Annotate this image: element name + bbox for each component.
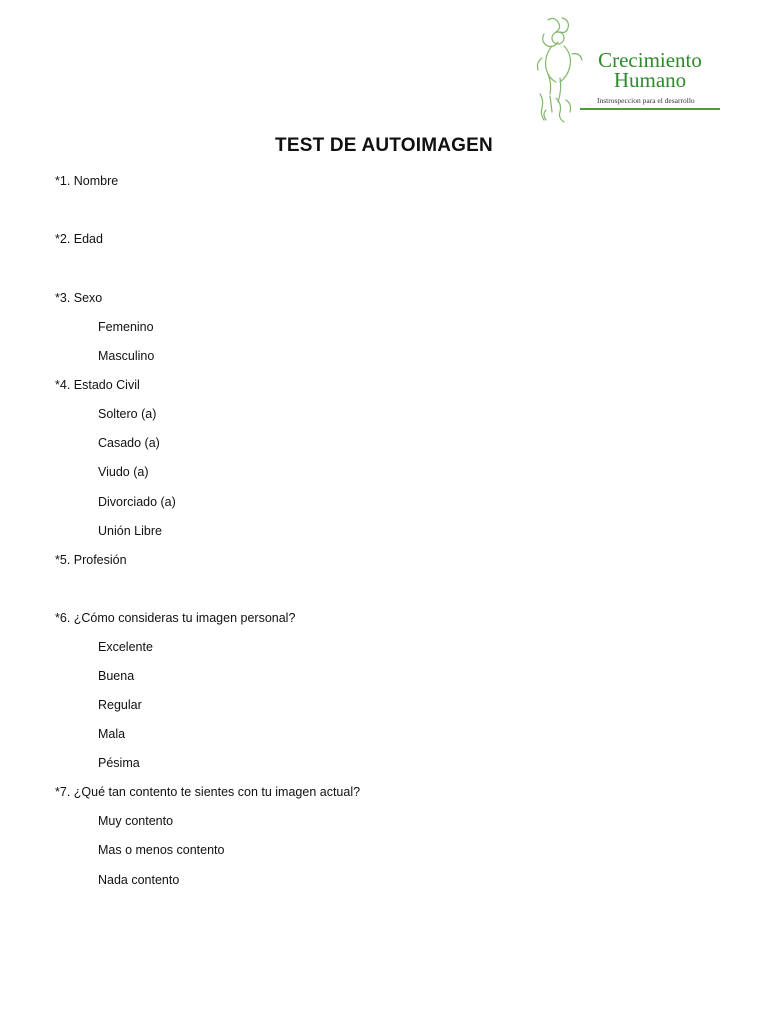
option-nada-contento[interactable]: Nada contento	[98, 873, 180, 887]
question-2-label: *2. Edad	[55, 232, 103, 246]
page-title: TEST DE AUTOIMAGEN	[275, 135, 493, 156]
question-6-label: *6. ¿Cómo consideras tu imagen personal?	[55, 611, 296, 625]
question-4-label: *4. Estado Civil	[55, 378, 140, 392]
option-casado[interactable]: Casado (a)	[98, 436, 160, 450]
option-mas-o-menos-contento[interactable]: Mas o menos contento	[98, 843, 225, 857]
option-soltero[interactable]: Soltero (a)	[98, 407, 157, 421]
logo-tagline: Instrospeccion para el desarrollo	[597, 96, 695, 105]
question-7-label: *7. ¿Qué tan contento te sientes con tu imagen actual?	[55, 785, 361, 799]
option-union-libre[interactable]: Unión Libre	[98, 524, 162, 538]
option-divorciado[interactable]: Divorciado (a)	[98, 495, 176, 509]
brand-logo	[534, 14, 724, 126]
option-regular[interactable]: Regular	[98, 698, 142, 712]
logo-wordmark	[580, 50, 720, 90]
option-femenino[interactable]: Femenino	[98, 320, 154, 334]
option-excelente[interactable]: Excelente	[98, 640, 153, 654]
logo-divider	[580, 108, 720, 110]
option-mala[interactable]: Mala	[98, 727, 126, 741]
option-muy-contento[interactable]: Muy contento	[98, 814, 174, 828]
option-masculino[interactable]: Masculino	[98, 349, 155, 363]
option-buena[interactable]: Buena	[98, 669, 135, 683]
option-viudo[interactable]: Viudo (a)	[98, 465, 149, 479]
question-5-label: *5. Profesión	[55, 553, 127, 567]
question-3-label: *3. Sexo	[55, 291, 103, 305]
logo-line-2: Humano	[613, 68, 687, 92]
logo-line-1: Crecimiento	[598, 48, 702, 72]
option-pesima[interactable]: Pésima	[98, 756, 140, 770]
question-1-label: *1. Nombre	[55, 174, 119, 188]
